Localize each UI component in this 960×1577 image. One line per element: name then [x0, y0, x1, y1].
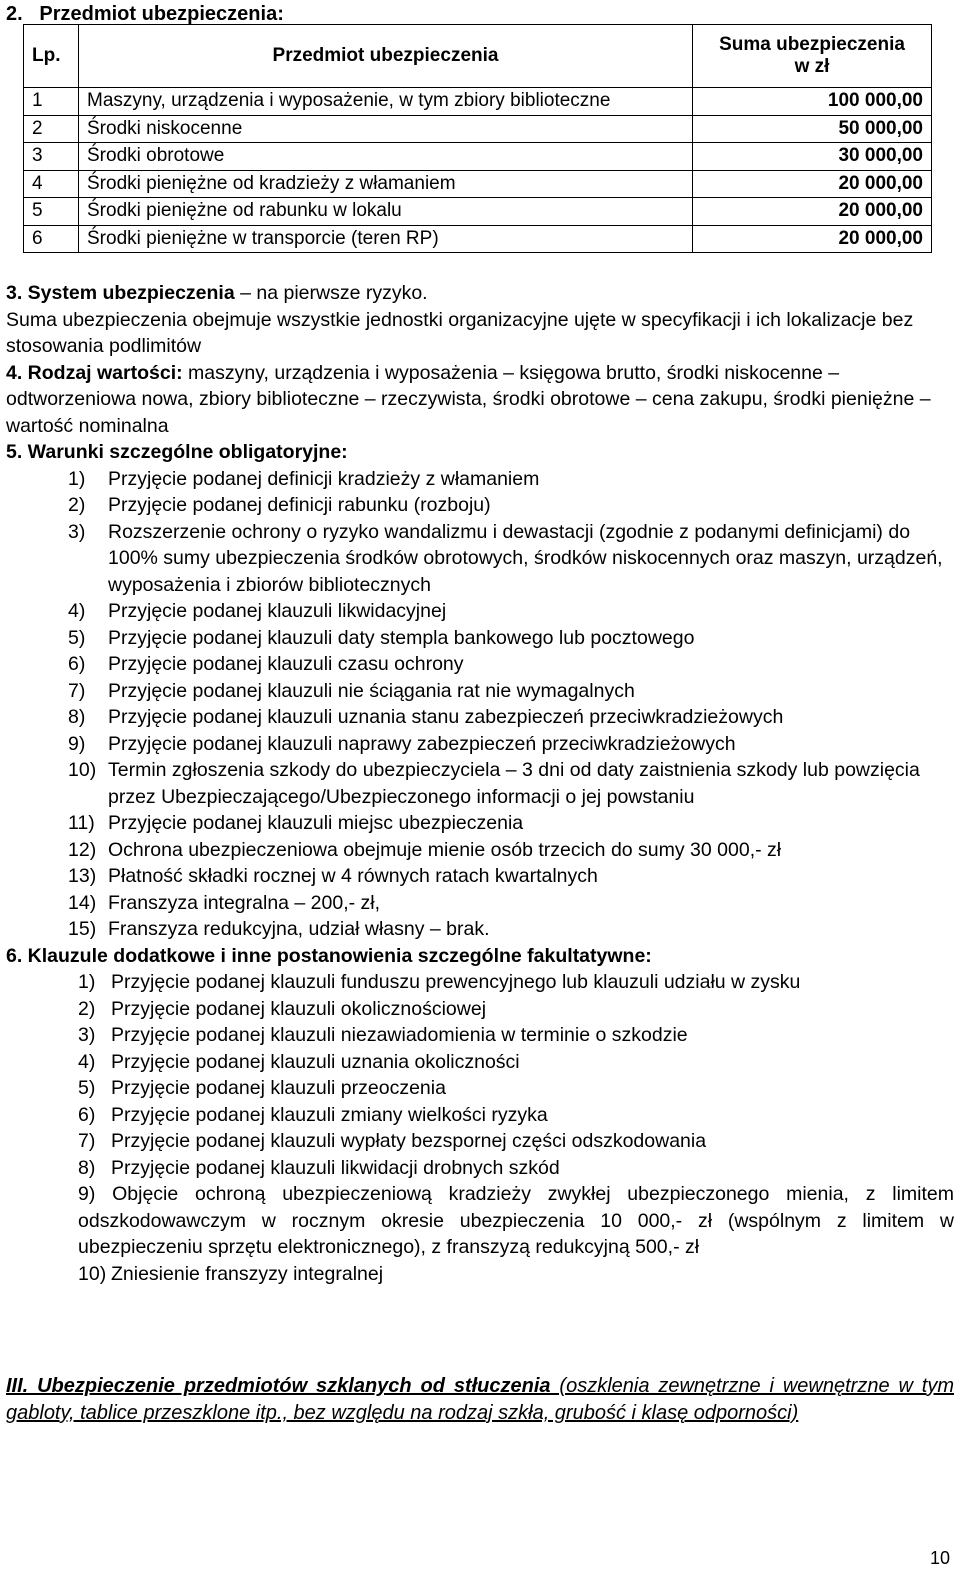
- row-subject: Środki niskocenne: [79, 115, 693, 143]
- item-number: 3): [68, 520, 86, 543]
- section-3-label: 3. System ubezpieczenia: [6, 282, 235, 304]
- header-sum-line1: Suma ubezpieczenia: [719, 34, 905, 55]
- item-number: 14): [68, 891, 97, 914]
- section-4-text: maszyny, urządzenia i wyposażenia – księgowa brutto, środki niskocenne – odtworzeniowa nowa, zbiory biblioteczne – rzeczywista, środki obrotowe – cena zakupu, środki pieniężne – wartość nominalna: [6, 361, 931, 437]
- row-lp: 1: [24, 88, 79, 116]
- row-sum: 20 000,00: [693, 170, 932, 198]
- row-sum: 20 000,00: [693, 198, 932, 226]
- item-text: Franszyza integralna – 200,- zł,: [108, 891, 381, 914]
- list-item: [6, 863, 954, 890]
- section-III-paragraph: [6, 1373, 954, 1427]
- list-item: [6, 1155, 954, 1182]
- row-sum: 20 000,00: [693, 225, 932, 253]
- item-text: Przyjęcie podanej klauzuli uznania stanu zabezpieczeń przeciwkradzieżowych: [108, 706, 784, 728]
- list-item: [6, 757, 954, 810]
- item-text: Termin zgłoszenia szkody do ubezpieczyciela – 3 dni od daty zaistnienia szkody lub powzięcia przez Ubezpieczającego/Ubezpieczonego informacji o jej powstaniu: [108, 759, 920, 808]
- item-text: Przyjęcie podanej klauzuli funduszu prewencyjnego lub klauzuli udziału w zysku: [111, 971, 801, 993]
- item-number: 2): [78, 997, 96, 1020]
- header-lp: Lp.: [24, 25, 79, 88]
- item-text: Przyjęcie podanej klauzuli likwidacji drobnych szkód: [111, 1156, 560, 1179]
- document-body: [6, 280, 954, 1287]
- row-sum: 100 000,00: [693, 88, 932, 116]
- list-item: [6, 916, 954, 943]
- row-subject: Środki obrotowe: [79, 143, 693, 171]
- item-text: Przyjęcie podanej klauzuli nie ściągania rat nie wymagalnych: [108, 679, 635, 702]
- item-text: Franszyza redukcyjna, udział własny – brak.: [108, 918, 490, 940]
- row-lp: 2: [24, 115, 79, 143]
- table-row: [24, 170, 932, 198]
- list-item: [6, 519, 954, 599]
- item-text: Przyjęcie podanej klauzuli okolicznościowej: [111, 997, 487, 1020]
- list-item: [6, 1128, 954, 1155]
- list-item: [6, 969, 954, 996]
- section-3-text: – na pierwsze ryzyko.: [234, 282, 428, 304]
- insurance-table: [23, 24, 932, 253]
- item-text: Płatność składki rocznej w 4 równych ratach kwartalnych: [108, 865, 598, 887]
- list-item: [6, 1261, 954, 1288]
- section-4-paragraph: [6, 360, 954, 440]
- list-item: [6, 1022, 954, 1049]
- item-number: 5): [78, 1077, 96, 1099]
- row-lp: 3: [24, 143, 79, 171]
- item-number: 4): [68, 600, 86, 622]
- table-row: [24, 225, 932, 253]
- section-5-heading: 5. Warunki szczególne obligatoryjne:: [6, 441, 348, 463]
- item-number: 8): [78, 1156, 96, 1179]
- item-number: 4): [78, 1050, 96, 1073]
- item-text: Zniesienie franszyzy integralnej: [111, 1262, 384, 1285]
- row-sum: 30 000,00: [693, 143, 932, 171]
- item-number: 10): [78, 1262, 107, 1285]
- row-subject: Środki pieniężne w transporcie (teren RP): [79, 225, 693, 253]
- row-lp: 6: [24, 225, 79, 253]
- list-item: 9) Objęcie ochroną ubezpieczeniową kradzieży zwykłej ubezpieczonego mienia, z limitem odszkodowawczym w rocznym okresie ubezpieczenia 10 000,- zł (wspólnym z limitem w ubezpieczeniu sprzętu elektronicznego), z franszyzą redukcyjną 500,- zł: [78, 1183, 954, 1258]
- list-item: [6, 731, 954, 758]
- row-lp: 5: [24, 198, 79, 226]
- row-sum: 50 000,00: [693, 115, 932, 143]
- item-number: 1): [68, 467, 86, 490]
- list-item: [6, 1075, 954, 1102]
- item-number: 7): [78, 1130, 96, 1152]
- list-item: [6, 625, 954, 652]
- item-text: Przyjęcie podanej klauzuli naprawy zabezpieczeń przeciwkradzieżowych: [108, 732, 736, 755]
- section-4-label: 4. Rodzaj wartości:: [6, 361, 183, 384]
- item-text: Rozszerzenie ochrony o ryzyko wandalizmu i dewastacji (zgodnie z podanymi definicjami) do 100% sumy ubezpieczenia środków obrotowych, środków niskocennych oraz maszyn, urządzeń, wyposażenia i zbiorów bibliotecznych: [108, 520, 943, 596]
- item-number: 10): [68, 759, 97, 781]
- item-number: 11): [68, 812, 95, 834]
- page-number: 10: [929, 1548, 950, 1568]
- item-number: 6): [78, 1103, 96, 1126]
- item-number: 6): [68, 653, 86, 675]
- table-header-row: [24, 25, 932, 88]
- item-text: Przyjęcie podanej klauzuli miejsc ubezpieczenia: [108, 812, 524, 834]
- table-row: [24, 88, 932, 116]
- table-row: [24, 198, 932, 226]
- section-2-number: 2.: [6, 3, 23, 25]
- item-text: Przyjęcie podanej klauzuli daty stempla bankowego lub pocztowego: [108, 626, 695, 649]
- row-subject: Środki pieniężne od rabunku w lokalu: [79, 198, 693, 226]
- section-III-label: III. Ubezpieczenie przedmiotów szklanych od stłuczenia: [6, 1375, 551, 1397]
- list-item: [6, 1049, 954, 1076]
- item-text: Przyjęcie podanej klauzuli zmiany wielkości ryzyka: [111, 1103, 548, 1126]
- list-item: [6, 492, 954, 519]
- section-2-heading: [6, 2, 284, 26]
- item-number: 9): [68, 732, 86, 755]
- section-6-list: [6, 969, 954, 1287]
- item-number: 13): [68, 865, 97, 887]
- item-number: 1): [78, 971, 96, 993]
- list-item: [6, 837, 954, 864]
- list-item: [6, 1102, 954, 1129]
- section-3-line: [6, 280, 954, 307]
- item-text: Przyjęcie podanej klauzuli niezawiadomienia w terminie o szkodzie: [111, 1024, 688, 1046]
- section-III-text: (oszklenia zewnętrzne i wewnętrzne w tym gabloty, tablice przeszklone itp., bez względu na rodzaj szkła, grubość i klasę odporności): [6, 1375, 954, 1424]
- header-subject: Przedmiot ubezpieczenia: [79, 25, 693, 88]
- item-number: 7): [68, 679, 86, 702]
- row-lp: 4: [24, 170, 79, 198]
- section-5-list: [6, 466, 954, 943]
- row-subject: Maszyny, urządzenia i wyposażenie, w tym zbiory biblioteczne: [79, 88, 693, 116]
- section-2-title: Przedmiot ubezpieczenia:: [39, 3, 284, 25]
- item-number: 5): [68, 626, 86, 649]
- item-number: 3): [78, 1024, 96, 1046]
- item-text: Przyjęcie podanej klauzuli uznania okoliczności: [111, 1050, 520, 1073]
- item-text: Przyjęcie podanej definicji kradzieży z włamaniem: [108, 467, 540, 490]
- item-number: 2): [68, 494, 86, 516]
- item-text: Ochrona ubezpieczeniowa obejmuje mienie osób trzecich do sumy 30 000,- zł: [108, 838, 782, 861]
- list-item: [6, 598, 954, 625]
- section-3-paragraph: Suma ubezpieczenia obejmuje wszystkie jednostki organizacyjne ujęte w specyfikacji i ich lokalizacje bez stosowania podlimitów: [6, 308, 914, 357]
- item-text: Przyjęcie podanej klauzuli likwidacyjnej: [108, 600, 447, 622]
- item-text: Przyjęcie podanej definicji rabunku (rozboju): [108, 494, 491, 516]
- section-6-heading: 6. Klauzule dodatkowe i inne postanowienia szczególne fakultatywne:: [6, 944, 652, 967]
- item-text: Przyjęcie podanej klauzuli czasu ochrony: [108, 653, 464, 675]
- row-subject: Środki pieniężne od kradzieży z włamaniem: [79, 170, 693, 198]
- list-item: [6, 466, 954, 493]
- item-number: 15): [68, 918, 97, 940]
- item-text: Przyjęcie podanej klauzuli przeoczenia: [111, 1077, 446, 1099]
- table-row: [24, 115, 932, 143]
- header-sum: [693, 25, 932, 88]
- list-item: [6, 890, 954, 917]
- list-item: [6, 810, 954, 837]
- list-item: [6, 996, 954, 1023]
- item-number: 12): [68, 838, 97, 861]
- list-item: [6, 704, 954, 731]
- item-text: Przyjęcie podanej klauzuli wypłaty bezspornej części odszkodowania: [111, 1130, 707, 1152]
- header-sum-line2: w zł: [794, 56, 830, 77]
- list-item: [6, 678, 954, 705]
- table-row: [24, 143, 932, 171]
- item-number: 8): [68, 706, 86, 728]
- list-item: [6, 651, 954, 678]
